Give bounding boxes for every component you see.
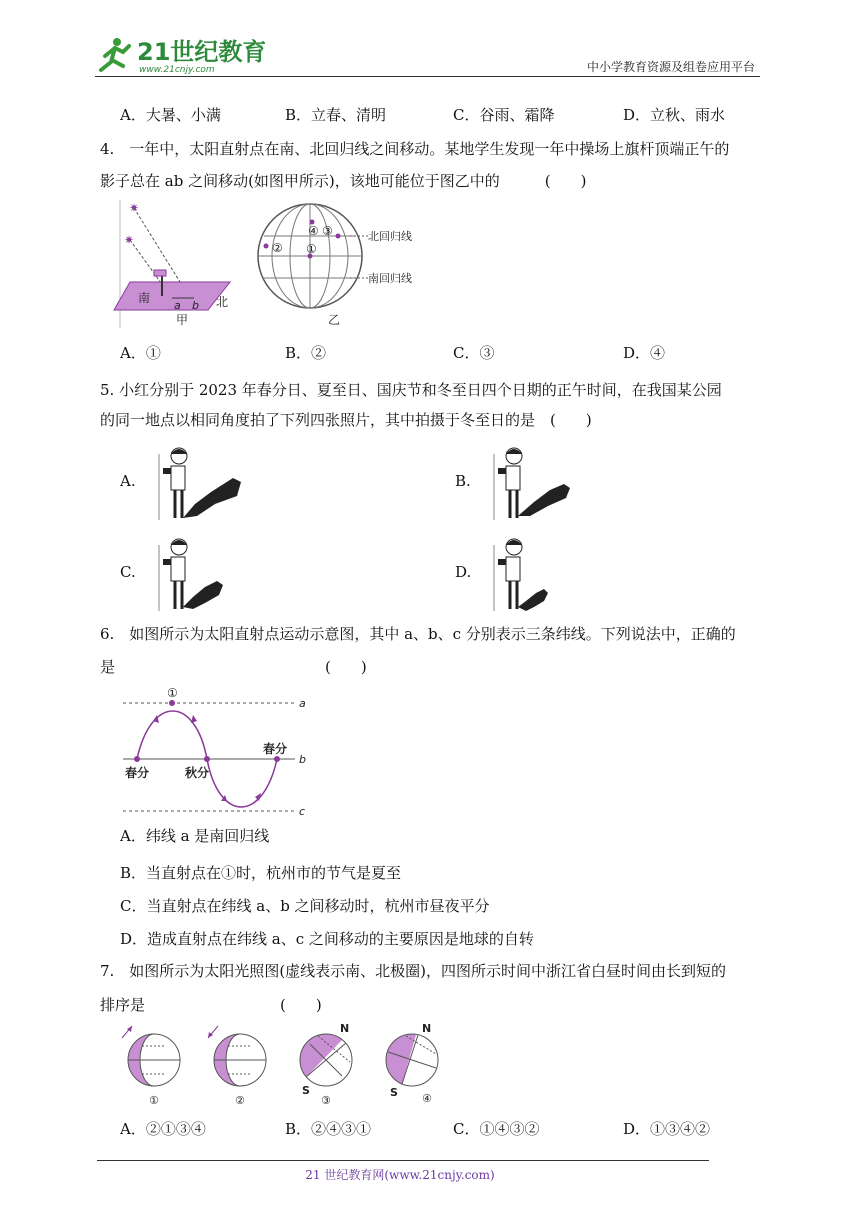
fig-yi-caption: 乙 bbox=[328, 313, 341, 327]
illumination-diagram-1 bbox=[122, 1026, 180, 1106]
q7-option-c[interactable]: C．①④③② bbox=[453, 1120, 540, 1138]
footer-divider bbox=[97, 1160, 709, 1161]
q4-text-line1: 4. 一年中，太阳直射点在南、北回归线之间移动。某地学生发现一年中操场上旗杆顶端正午的 bbox=[100, 140, 730, 158]
runner-logo-icon bbox=[101, 38, 129, 70]
illumination-diagram-3 bbox=[300, 1022, 352, 1106]
q5-photo-d bbox=[490, 535, 580, 617]
svg-text:春分: 春分 bbox=[125, 766, 150, 780]
fig-jia-caption: 甲 bbox=[176, 313, 189, 327]
q7-option-d[interactable]: D．①③④② bbox=[623, 1120, 711, 1138]
q6-figure bbox=[115, 685, 315, 823]
north-label: 北 bbox=[216, 295, 229, 309]
header-platform-text: 中小学教育资源及组卷应用平台 bbox=[586, 60, 755, 74]
svg-text:②: ② bbox=[272, 241, 283, 255]
q7-text-line2: 排序是 ( ) bbox=[100, 996, 322, 1014]
svg-text:S: S bbox=[302, 1084, 310, 1097]
q7-option-b[interactable]: B．②④③① bbox=[285, 1120, 372, 1138]
q6-option-c[interactable]: C．当直射点在纬线 a、b 之间移动时，杭州市昼夜平分 bbox=[120, 897, 490, 915]
q5-photo-a bbox=[155, 444, 245, 526]
header-divider bbox=[95, 76, 760, 77]
svg-text:b: b bbox=[192, 299, 199, 312]
q4-figure-jia bbox=[112, 198, 242, 336]
svg-text:春分: 春分 bbox=[263, 742, 288, 756]
site-logo bbox=[95, 34, 265, 80]
q6-option-d[interactable]: D．造成直射点在纬线 a、c 之间移动的主要原因是地球的自转 bbox=[120, 930, 534, 948]
q5-label-b[interactable]: B. bbox=[455, 472, 471, 490]
q7-figures bbox=[118, 1022, 458, 1110]
q4-text-line2: 影子总在 ab 之间移动(如图甲所示)，该地可能位于图乙中的 ( ) bbox=[100, 172, 587, 190]
q7-text-line1: 7. 如图所示为太阳光照图(虚线表示南、北极圈)，四图所示时间中浙江省白昼时间由长到短的 bbox=[100, 962, 727, 980]
logo-text: 21世纪教育 bbox=[137, 38, 265, 66]
svg-text:①: ① bbox=[167, 686, 178, 700]
svg-text:②: ② bbox=[235, 1094, 245, 1106]
q4-option-c[interactable]: C．③ bbox=[453, 344, 495, 362]
svg-text:③: ③ bbox=[322, 224, 333, 238]
q6-text-line1: 6. 如图所示为太阳直射点运动示意图，其中 a、b、c 分别表示三条纬线。下列说法中，正确的 bbox=[100, 625, 736, 643]
sun-icon: ✷ bbox=[129, 201, 140, 215]
q5-label-a[interactable]: A. bbox=[120, 472, 136, 490]
svg-text:S: S bbox=[390, 1086, 398, 1099]
footer-text[interactable]: 21 世纪教育网(www.21cnjy.com) bbox=[305, 1168, 495, 1182]
svg-text:④: ④ bbox=[308, 224, 319, 238]
q4-option-a[interactable]: A．① bbox=[120, 344, 161, 362]
q4-figure-yi bbox=[250, 198, 460, 336]
svg-text:③: ③ bbox=[321, 1094, 331, 1106]
svg-text:a: a bbox=[174, 299, 181, 312]
q4-options bbox=[120, 342, 665, 363]
svg-text:④: ④ bbox=[422, 1092, 432, 1105]
q4-option-b[interactable]: B．② bbox=[285, 344, 327, 362]
illumination-diagram-4 bbox=[386, 1022, 438, 1105]
svg-text:秋分: 秋分 bbox=[185, 766, 210, 780]
illumination-diagram-2 bbox=[208, 1026, 266, 1106]
svg-text:b: b bbox=[299, 753, 306, 766]
q6-option-b[interactable]: B．当直射点在①时，杭州市的节气是夏至 bbox=[120, 864, 402, 882]
svg-text:c: c bbox=[299, 805, 306, 818]
tropic-south-label: 南回归线 bbox=[368, 272, 412, 285]
q5-label-d[interactable]: D. bbox=[455, 563, 472, 581]
q6-option-a[interactable]: A．纬线 a 是南回归线 bbox=[120, 827, 270, 845]
q5-text-line2: 的同一地点以相同角度拍了下列四张照片，其中拍摄于冬至日的是 ( ) bbox=[100, 411, 592, 429]
sun-icon: ✷ bbox=[124, 233, 135, 247]
q4-option-d[interactable]: D．④ bbox=[623, 344, 666, 362]
q3-options bbox=[120, 104, 725, 125]
q5-label-c[interactable]: C. bbox=[120, 563, 136, 581]
svg-text:①: ① bbox=[306, 242, 317, 256]
q5-photo-c bbox=[155, 535, 245, 617]
q3-option-b[interactable]: B．立春、清明 bbox=[285, 106, 387, 124]
svg-text:N: N bbox=[340, 1022, 350, 1035]
q3-option-c[interactable]: C．谷雨、霜降 bbox=[453, 106, 555, 124]
q5-photo-b bbox=[490, 444, 580, 526]
q7-options bbox=[120, 1118, 710, 1139]
tropic-north-label: 北回归线 bbox=[368, 230, 412, 243]
svg-text:a: a bbox=[299, 697, 306, 710]
q6-text-line2: 是 ( ) bbox=[100, 658, 367, 676]
svg-text:N: N bbox=[422, 1022, 432, 1035]
q3-option-d[interactable]: D．立秋、雨水 bbox=[623, 106, 726, 124]
q5-text-line1: 5. 小红分别于 2023 年春分日、夏至日、国庆节和冬至日四个日期的正午时间，在我国某公园 bbox=[100, 381, 722, 399]
q7-option-a[interactable]: A．②①③④ bbox=[120, 1120, 206, 1138]
q3-option-a[interactable]: A．大暑、小满 bbox=[120, 106, 221, 124]
logo-subtext: www.21cnjy.com bbox=[139, 65, 215, 75]
svg-text:①: ① bbox=[149, 1094, 159, 1106]
south-label: 南 bbox=[138, 291, 151, 305]
